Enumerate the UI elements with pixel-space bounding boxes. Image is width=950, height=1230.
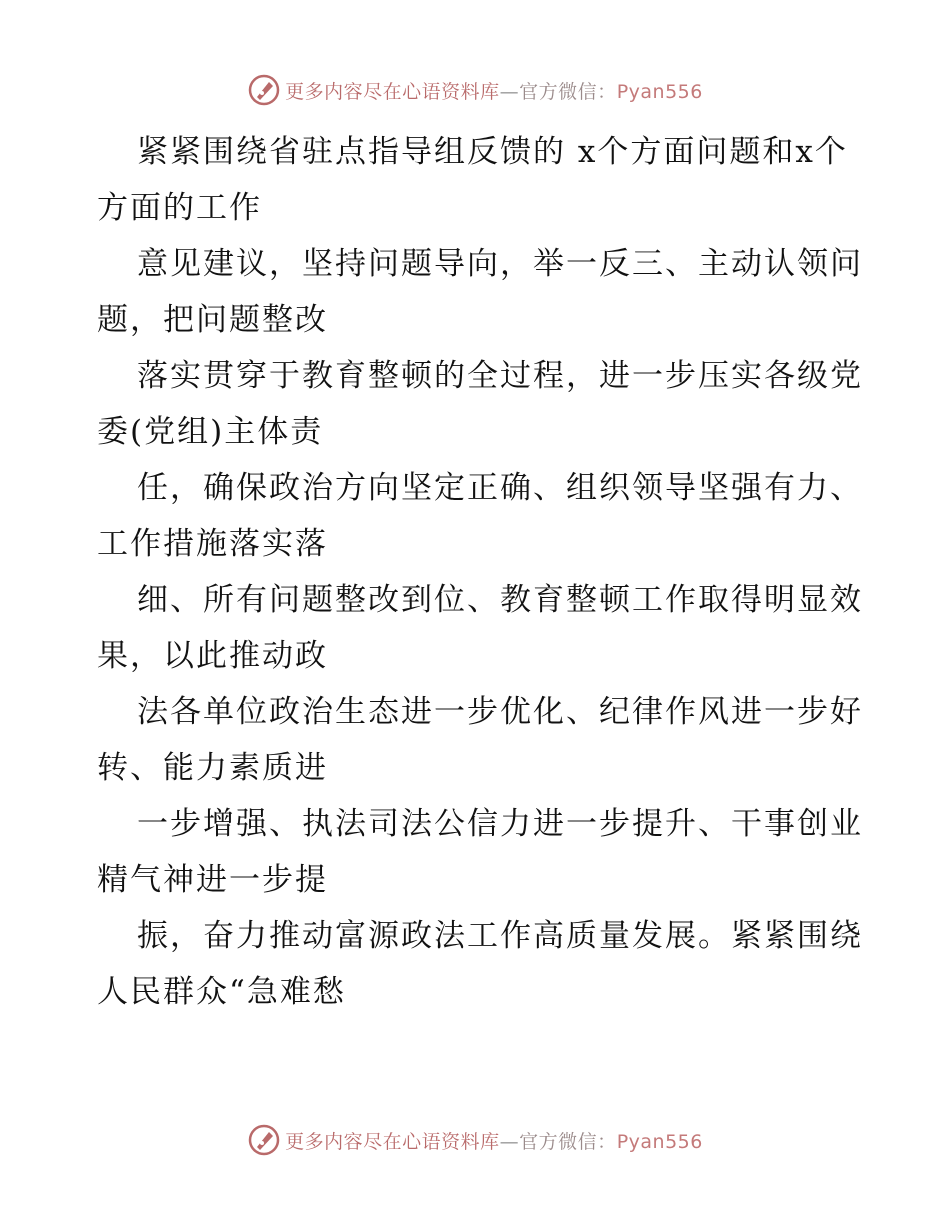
paragraph-4: 任，确保政治方向坚定正确、组织领导坚强有力、工作措施落实落 — [97, 470, 863, 562]
footer-banner — [0, 1120, 950, 1160]
paragraph-2: 意见建议，坚持问题导向，举一反三、主动认领问题，把问题整改 — [97, 246, 863, 338]
pen-nib-logo-icon — [247, 1123, 281, 1157]
header-banner — [0, 70, 950, 110]
footer-wechat-handle: Pyan556 — [616, 1130, 703, 1153]
header-brand: 更多内容尽在心语资料库 — [285, 80, 500, 103]
footer-brand: 更多内容尽在心语资料库 — [285, 1130, 500, 1153]
header-wechat-handle: Pyan556 — [616, 80, 703, 103]
header-wechat-label: 官方微信： — [519, 80, 617, 103]
pen-nib-logo-icon — [247, 73, 281, 107]
footer-separator: — — [499, 1130, 520, 1153]
footer-banner-text — [285, 1127, 703, 1154]
header-separator: — — [499, 80, 520, 103]
paragraph-6: 法各单位政治生态进一步优化、纪律作风进一步好转、能力素质进 — [97, 694, 863, 786]
header-banner-text — [285, 77, 703, 104]
paragraph-1: 紧紧围绕省驻点指导组反馈的 x个方面问题和x个方面的工作 — [97, 134, 848, 226]
footer-wechat-label: 官方微信： — [519, 1130, 617, 1153]
paragraph-5: 细、所有问题整改到位、教育整顿工作取得明显效果，以此推动政 — [97, 582, 863, 674]
paragraph-3: 落实贯穿于教育整顿的全过程，进一步压实各级党委(党组)主体责 — [97, 358, 863, 450]
paragraph-8: 振，奋力推动富源政法工作高质量发展。紧紧围绕人民群众“急难愁 — [97, 918, 863, 1010]
document-body — [97, 124, 877, 1020]
paragraph-7: 一步增强、执法司法公信力进一步提升、干事创业精气神进一步提 — [97, 806, 863, 898]
